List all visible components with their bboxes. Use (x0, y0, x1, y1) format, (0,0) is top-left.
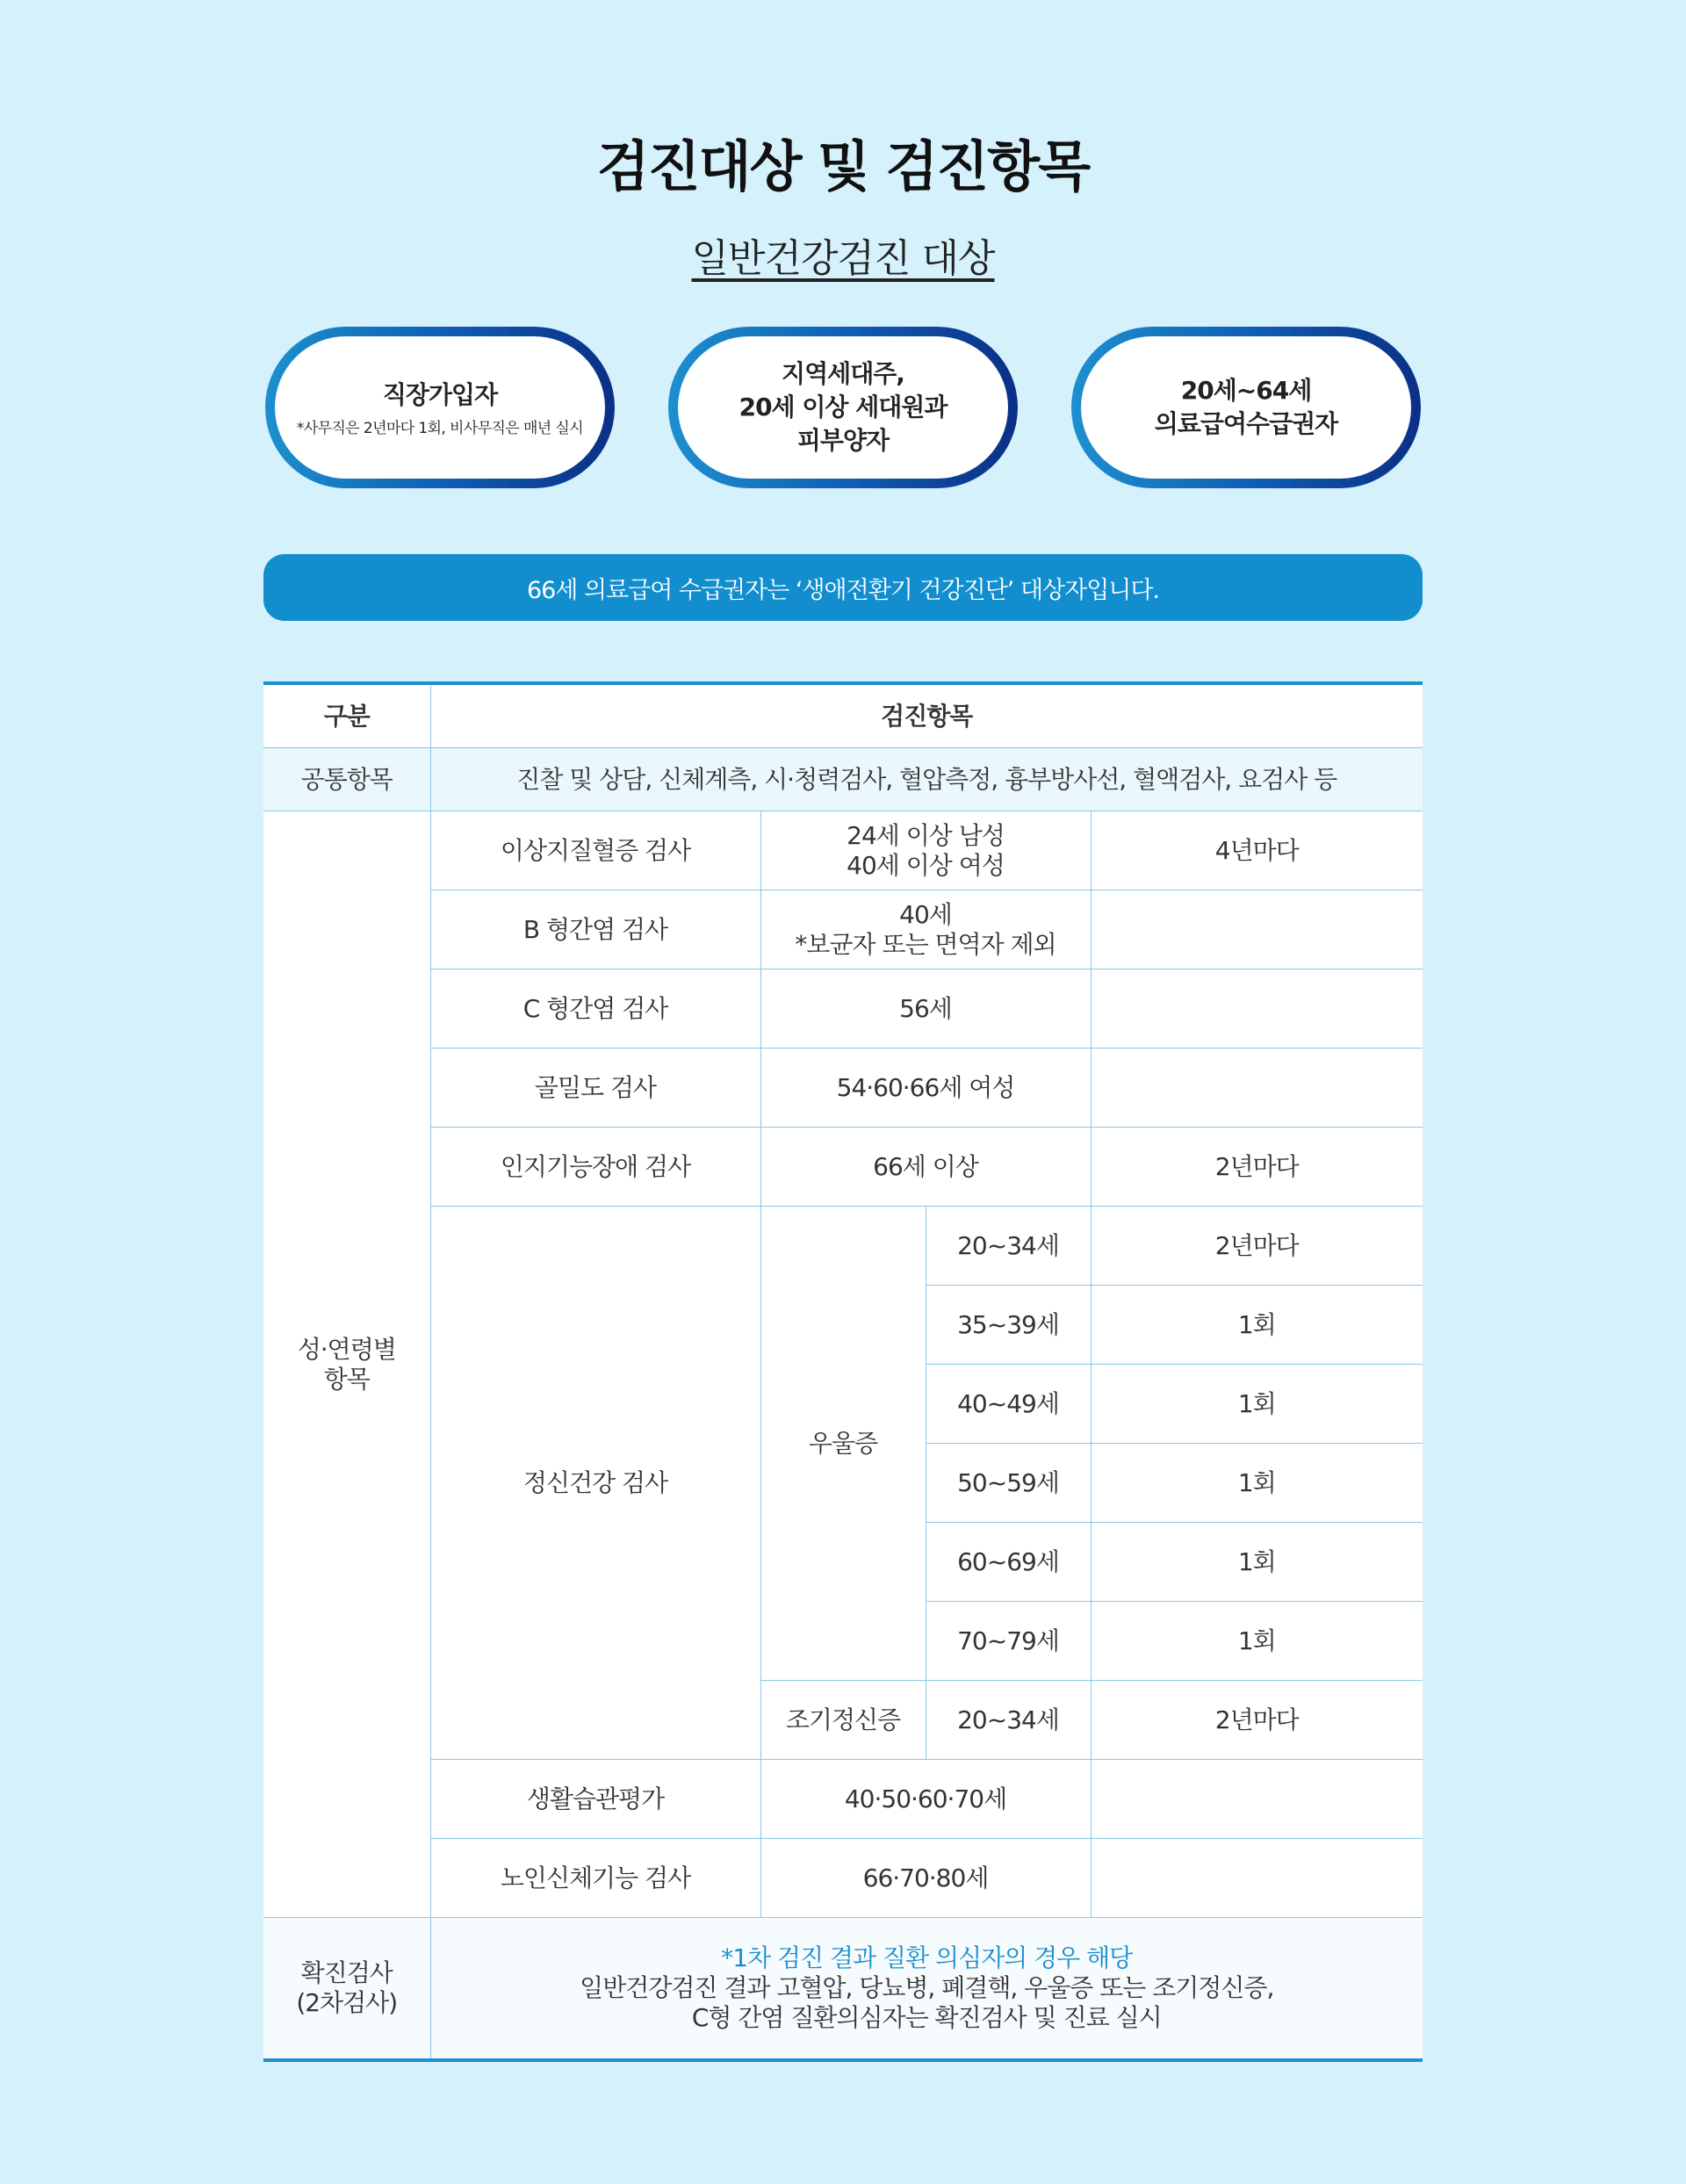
exam-target: 66·70·80세 (760, 1839, 1091, 1918)
table-row (263, 1839, 1423, 1918)
exam-cycle (1091, 1839, 1423, 1918)
early-psychosis-label: 조기정신증 (760, 1681, 926, 1760)
exam-name: C 형간염 검사 (430, 969, 760, 1049)
confirm-text (430, 1918, 1423, 2061)
exam-cycle: 2년마다 (1091, 1207, 1423, 1286)
notice-banner: 66세 의료급여 수급권자는 ‘생애전환기 건강진단’ 대상자입니다. (263, 554, 1423, 621)
table-row (263, 1049, 1423, 1128)
exam-cycle: 1회 (1091, 1365, 1423, 1444)
target-card-line: 직장가입자 (382, 379, 498, 409)
confirm-line: C형 간염 질환의심자는 확진검사 및 진료 실시 (691, 2003, 1162, 2032)
exam-cycle: 1회 (1091, 1286, 1423, 1365)
exam-cycle (1091, 890, 1423, 969)
target-line: 40세 이상 여성 (847, 850, 1005, 880)
exam-cycle (1091, 1049, 1423, 1128)
target-card-note: *사무직은 2년마다 1회, 비사무직은 매년 실시 (296, 419, 584, 437)
target-line: 24세 이상 남성 (847, 820, 1005, 850)
exam-cycle: 1회 (1091, 1444, 1423, 1523)
target-card-employee (265, 327, 615, 488)
exam-cycle: 4년마다 (1091, 811, 1423, 890)
table-header-row (263, 683, 1423, 748)
exam-name: 인지기능장애 검사 (430, 1128, 760, 1207)
exam-name: 노인신체기능 검사 (430, 1839, 760, 1918)
category-line: 항목 (323, 1364, 370, 1394)
age-range: 20~34세 (926, 1207, 1091, 1286)
mental-health-exam: 정신건강 검사 (430, 1207, 760, 1760)
age-range: 20~34세 (926, 1681, 1091, 1760)
exam-name: 골밀도 검사 (430, 1049, 760, 1128)
exam-cycle: 2년마다 (1091, 1681, 1423, 1760)
target-card-line: 지역세대주, (782, 359, 904, 388)
common-category: 공통항목 (263, 748, 430, 811)
header-category: 구분 (263, 683, 430, 748)
target-line: 40세 (899, 899, 952, 929)
checkup-items-table (263, 681, 1423, 2062)
table-row (263, 1207, 1423, 1286)
exam-cycle: 2년마다 (1091, 1128, 1423, 1207)
exam-target (760, 890, 1091, 969)
target-card-line: 20세~64세 (1180, 376, 1312, 405)
target-card-line: 20세 이상 세대원과 (739, 393, 947, 422)
table-row (263, 811, 1423, 890)
exam-cycle: 1회 (1091, 1523, 1423, 1602)
exam-target (760, 811, 1091, 890)
exam-target: 54·60·66세 여성 (760, 1049, 1091, 1128)
age-range: 35~39세 (926, 1286, 1091, 1365)
target-line: *보균자 또는 면역자 제외 (795, 929, 1056, 959)
confirm-category (263, 1918, 430, 2061)
header-items: 검진항목 (430, 683, 1423, 748)
exam-name: 생활습관평가 (430, 1760, 760, 1839)
exam-target: 56세 (760, 969, 1091, 1049)
target-card-line: 피부양자 (796, 426, 890, 455)
exam-target: 40·50·60·70세 (760, 1760, 1091, 1839)
age-range: 40~49세 (926, 1365, 1091, 1444)
table-row (263, 1760, 1423, 1839)
age-range: 60~69세 (926, 1523, 1091, 1602)
age-range: 50~59세 (926, 1444, 1091, 1523)
category-line: 확진검사 (300, 1958, 393, 1987)
table-row (263, 890, 1423, 969)
confirm-row (263, 1918, 1423, 2061)
target-card-regional (668, 327, 1018, 488)
exam-name: 이상지질혈증 검사 (430, 811, 760, 890)
exam-cycle (1091, 969, 1423, 1049)
target-card-medical-aid (1071, 327, 1421, 488)
subtitle-text: 일반건강검진 대상 (691, 236, 995, 281)
page-title: 검진대상 및 검진항목 (596, 134, 1090, 198)
target-card-inner (678, 336, 1008, 479)
confirm-line: *1차 검진 결과 질환 의심자의 경우 해당 (721, 1943, 1133, 1972)
common-items-row (263, 748, 1423, 811)
target-card-inner (1081, 336, 1411, 479)
age-range: 70~79세 (926, 1602, 1091, 1681)
exam-target: 66세 이상 (760, 1128, 1091, 1207)
table-row (263, 1128, 1423, 1207)
category-line: (2차검사) (296, 1988, 398, 2017)
target-card-inner (275, 336, 605, 479)
table-row (263, 969, 1423, 1049)
target-card-line: 의료급여수급권자 (1154, 409, 1338, 438)
common-items-text: 진찰 및 상담, 신체계측, 시·청력검사, 혈압측정, 흉부방사선, 혈액검사, 요검사 등 (430, 748, 1423, 811)
depression-label: 우울증 (760, 1207, 926, 1681)
age-sex-category (263, 811, 430, 1918)
confirm-line: 일반건강검진 결과 고혈압, 당뇨병, 폐결핵, 우울증 또는 조기정신증, (580, 1973, 1274, 2002)
category-line: 성·연령별 (297, 1334, 396, 1364)
exam-name: B 형간염 검사 (430, 890, 760, 969)
page-subtitle (0, 227, 1686, 283)
exam-cycle (1091, 1760, 1423, 1839)
exam-cycle: 1회 (1091, 1602, 1423, 1681)
